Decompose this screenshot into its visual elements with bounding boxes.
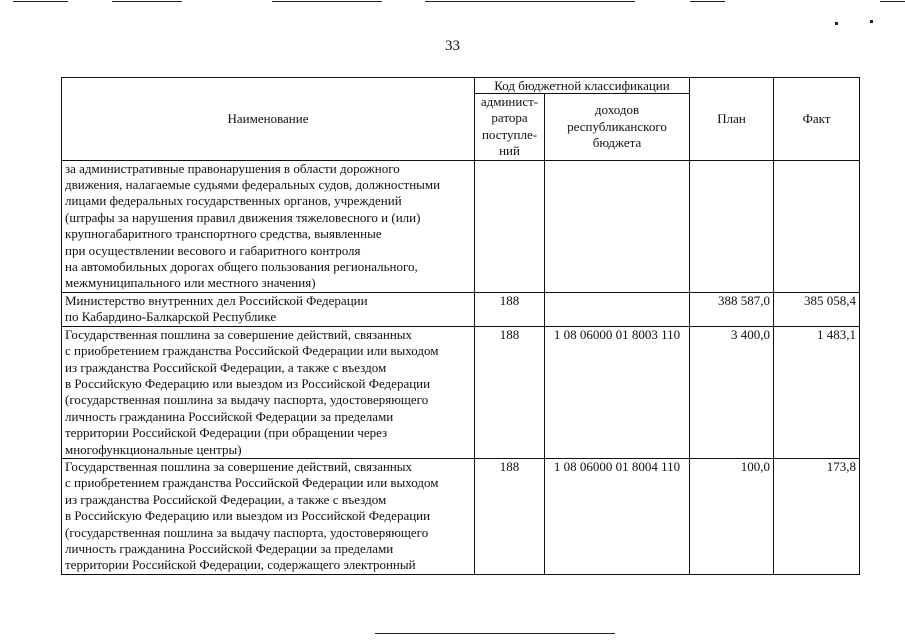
scan-artifact-line <box>13 1 68 2</box>
row-admin: 188 <box>475 292 545 326</box>
row-admin: 188 <box>475 326 545 458</box>
row-admin: 188 <box>475 458 545 574</box>
row-fact: 1 483,1 <box>774 326 860 458</box>
row-name: за административные правонарушения в области дорожного движения, налагаемые судьями федеральных судов, должностными лицами федеральных государственных органов, учреждений (штрафы за нарушения правил движения тяжеловесного и (или) крупногабаритного транспортного средства, выявленные при осуществлении весового и габаритного контроля на автомобильных дорогах общего пользования регионального, межмуниципального или местного значения) <box>62 160 475 292</box>
table-row <box>62 292 860 326</box>
header-code-group: Код бюджетной классификации <box>475 78 690 94</box>
scan-artifact-line <box>425 1 635 2</box>
row-plan <box>690 160 774 292</box>
row-plan: 388 587,0 <box>690 292 774 326</box>
budget-table <box>61 77 860 575</box>
row-plan: 100,0 <box>690 458 774 574</box>
scan-artifact-dot <box>870 20 873 23</box>
row-code: 1 08 06000 01 8004 110 <box>545 458 690 574</box>
row-name: Государственная пошлина за совершение действий, связанных с приобретением гражданства Российской Федерации или выходом из гражданства Российской Федерации, а также с въездом в Российскую Федерацию или выездом из Российской Федерации (государственная пошлина за выдачу паспорта, удостоверяющего личность гражданина Российской Федерации за пределами территории Российской Федерации (при обращении через многофункциональные центры) <box>62 326 475 458</box>
scan-artifact-line <box>690 1 725 2</box>
scan-artifact-line <box>880 1 905 2</box>
row-name: Министерство внутренних дел Российской Федерации по Кабардино-Балкарской Республике <box>62 292 475 326</box>
scan-artifact-line <box>112 1 182 2</box>
row-code <box>545 292 690 326</box>
row-admin <box>475 160 545 292</box>
header-income: доходов республиканского бюджета <box>545 94 690 161</box>
row-plan: 3 400,0 <box>690 326 774 458</box>
row-code <box>545 160 690 292</box>
row-code: 1 08 06000 01 8003 110 <box>545 326 690 458</box>
header-plan: План <box>690 78 774 161</box>
scan-artifact-line <box>272 1 382 2</box>
row-fact: 385 058,4 <box>774 292 860 326</box>
table-row <box>62 160 860 292</box>
table-row <box>62 458 860 574</box>
row-fact: 173,8 <box>774 458 860 574</box>
row-name: Государственная пошлина за совершение действий, связанных с приобретением гражданства Российской Федерации или выходом из гражданства Российской Федерации, а также с въездом в Российскую Федерацию или выездом из Российской Федерации (государственная пошлина за выдачу паспорта, удостоверяющего личность гражданина Российской Федерации за пределами территории Российской Федерации, содержащего электронный <box>62 458 475 574</box>
table-header <box>62 78 860 161</box>
header-admin: админист- ратора поступле- ний <box>475 94 545 161</box>
header-fact: Факт <box>774 78 860 161</box>
row-fact <box>774 160 860 292</box>
scan-artifact-dot <box>835 22 838 25</box>
table-row <box>62 326 860 458</box>
scan-artifact-line <box>375 633 615 634</box>
page-number: 33 <box>445 38 460 54</box>
header-name: Наименование <box>62 78 475 161</box>
